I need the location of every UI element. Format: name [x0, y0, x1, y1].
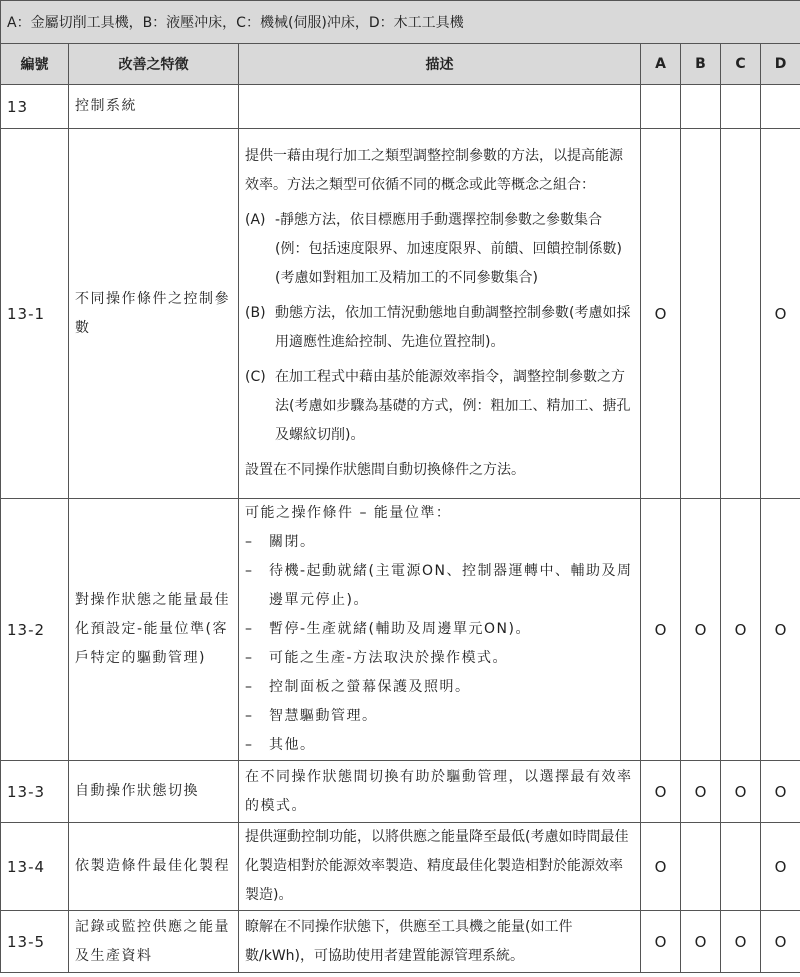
item-label: –	[245, 650, 254, 666]
desc-item	[245, 206, 634, 293]
row-mark-d: O	[761, 911, 800, 973]
item-label: –	[245, 708, 254, 724]
row-desc	[239, 129, 641, 499]
row-desc	[239, 499, 641, 761]
row-mark-a: O	[641, 129, 681, 499]
desc-outro: 設置在不同操作狀態間自動切換條件之方法。	[245, 462, 525, 478]
desc-item	[245, 673, 634, 702]
row-mark-a: O	[641, 823, 681, 911]
row-id: 13-5	[1, 911, 69, 973]
item-label: (B)	[245, 305, 266, 321]
desc-item	[245, 363, 634, 450]
row-mark-c	[721, 129, 761, 499]
item-text: 其他。	[269, 737, 316, 753]
row-mark-b: O	[681, 761, 721, 823]
item-text: 暫停-生產就緒(輔助及周邊單元ON)。	[269, 621, 531, 637]
row-mark-b	[681, 129, 721, 499]
item-label: –	[245, 534, 254, 550]
row-mark-a	[641, 85, 681, 129]
item-label: –	[245, 621, 254, 637]
row-mark-c	[721, 823, 761, 911]
item-label: –	[245, 563, 254, 579]
row-feature: 自動操作狀態切換	[69, 761, 239, 823]
item-text: 動態方法，依加工情況動態地自動調整控制參數(考慮如採用適應性進給控制、先進位置控制)。	[275, 305, 631, 350]
header-desc: 描述	[239, 44, 641, 85]
table-row	[1, 911, 800, 973]
desc-item	[245, 644, 634, 673]
item-text: 待機-起動就緒(主電源ON、控制器運轉中、輔助及周邊單元停止)。	[269, 563, 633, 608]
row-id: 13-3	[1, 761, 69, 823]
table-row	[1, 499, 800, 761]
row-mark-a: O	[641, 499, 681, 761]
row-mark-d: O	[761, 129, 800, 499]
item-text: 智慧驅動管理。	[269, 708, 378, 724]
header-id: 編號	[1, 44, 69, 85]
desc-item	[245, 528, 634, 557]
row-feature: 依製造條件最佳化製程	[69, 823, 239, 911]
item-label: (A)	[245, 212, 266, 228]
row-desc: 在不同操作狀態間切換有助於驅動管理，以選擇最有效率的模式。	[239, 761, 641, 823]
row-feature: 控制系統	[69, 85, 239, 129]
row-id: 13-1	[1, 129, 69, 499]
row-mark-a: O	[641, 911, 681, 973]
item-label: –	[245, 737, 254, 753]
item-label: (C)	[245, 369, 266, 385]
item-text: 控制面板之螢幕保護及照明。	[269, 679, 471, 695]
row-mark-d: O	[761, 823, 800, 911]
row-feature: 對操作狀態之能量最佳化預設定-能量位準(客戶特定的驅動管理)	[69, 499, 239, 761]
item-text: -靜態方法，依目標應用手動選擇控制參數之參數集合(例：包括速度限界、加速度限界、前饋、回饋控制係數) (考慮如對粗加工及精加工的不同參數集合)	[275, 212, 622, 286]
row-mark-a: O	[641, 761, 681, 823]
row-mark-c: O	[721, 911, 761, 973]
header-row	[1, 44, 800, 85]
row-mark-d: O	[761, 499, 800, 761]
row-mark-d	[761, 85, 800, 129]
row-mark-c	[721, 85, 761, 129]
item-text: 可能之生產-方法取決於操作模式。	[269, 650, 509, 666]
row-desc: 提供運動控制功能，以將供應之能量降至最低(考慮如時間最佳化製造相對於能源效率製造、精度最佳化製造相對於能源效率製造)。	[239, 823, 641, 911]
row-feature: 記錄或監控供應之能量及生產資料	[69, 911, 239, 973]
row-feature: 不同操作條件之控制參數	[69, 129, 239, 499]
desc-item	[245, 731, 634, 760]
desc-item	[245, 299, 634, 357]
item-text: 在加工程式中藉由基於能源效率指令，調整控制參數之方法(考慮如步驟為基礎的方式，例：粗加工、精加工、搪孔及螺紋切削)。	[275, 369, 631, 443]
header-a: A	[641, 44, 681, 85]
row-mark-b	[681, 823, 721, 911]
desc-item	[245, 557, 634, 615]
header-b: B	[681, 44, 721, 85]
row-desc: 瞭解在不同操作狀態下，供應至工具機之能量(如工件數/kWh)，可協助使用者建置能源管理系統。	[239, 911, 641, 973]
row-mark-c: O	[721, 761, 761, 823]
row-desc	[239, 85, 641, 129]
table-row	[1, 761, 800, 823]
row-id: 13	[1, 85, 69, 129]
desc-intro: 提供一藉由現行加工之類型調整控制參數的方法，以提高能源效率。方法之類型可依循不同的概念或此等概念之組合：	[245, 148, 623, 193]
row-mark-d: O	[761, 761, 800, 823]
table-row	[1, 823, 800, 911]
item-label: –	[245, 679, 254, 695]
row-mark-c: O	[721, 499, 761, 761]
row-id: 13-4	[1, 823, 69, 911]
row-mark-b: O	[681, 911, 721, 973]
legend-row	[1, 1, 800, 44]
header-feature: 改善之特徵	[69, 44, 239, 85]
desc-item	[245, 615, 634, 644]
header-c: C	[721, 44, 761, 85]
desc-item	[245, 702, 634, 731]
row-id: 13-2	[1, 499, 69, 761]
item-text: 關閉。	[269, 534, 316, 550]
table-row	[1, 129, 800, 499]
header-d: D	[761, 44, 800, 85]
table-row	[1, 85, 800, 129]
desc-intro: 可能之操作條件 – 能量位準：	[245, 505, 452, 521]
row-mark-b	[681, 85, 721, 129]
legend-text: A：金屬切削工具機，B：液壓冲床，C：機械(伺服)冲床，D：木工工具機	[1, 1, 800, 44]
row-mark-b: O	[681, 499, 721, 761]
